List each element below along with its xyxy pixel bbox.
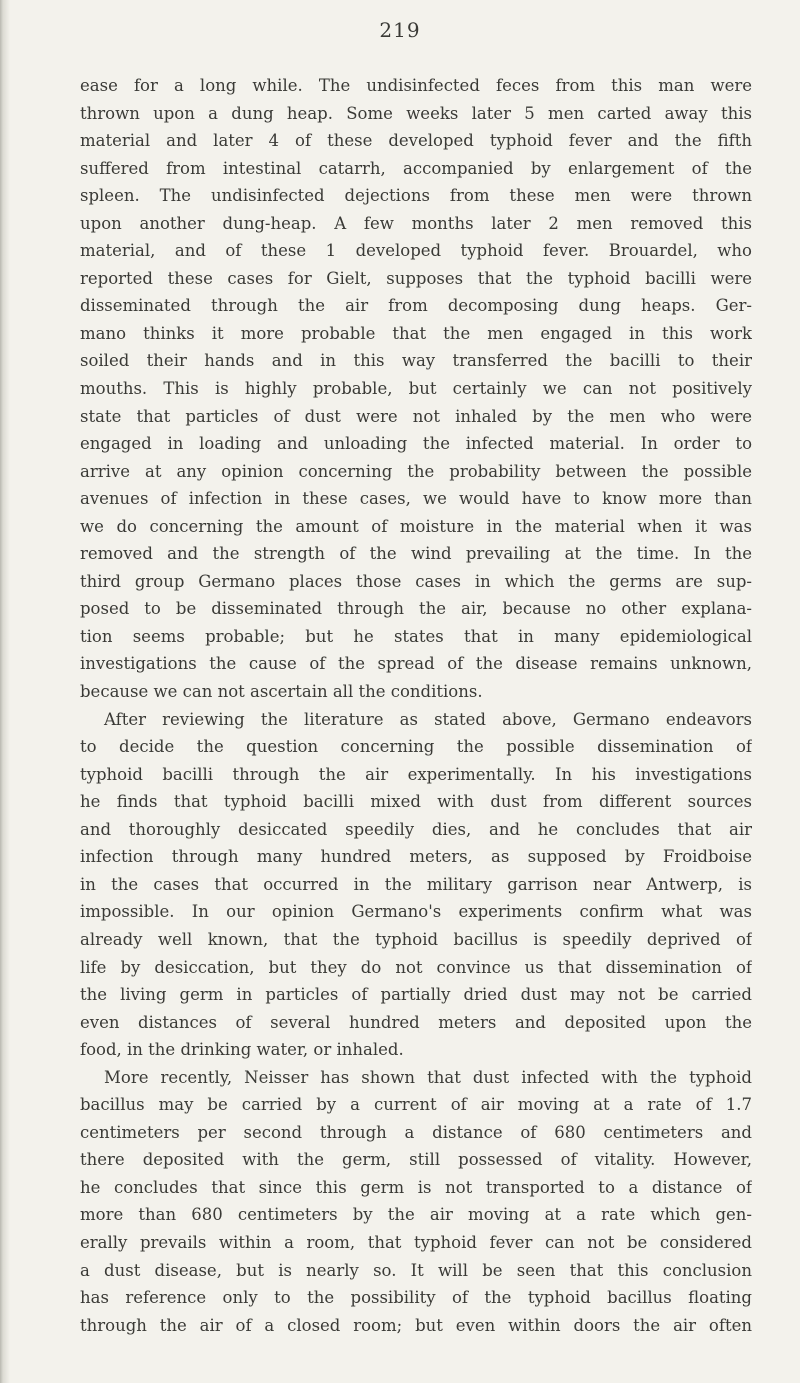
text-line: because we can not ascertain all the conditions.: [80, 682, 483, 702]
text-line: erally prevails within a room, that typhoid fever can not be considered: [80, 1232, 752, 1252]
text-line: food, in the drinking water, or inhaled.: [80, 1040, 404, 1060]
text-line: state that particles of dust were not inhaled by the men who were: [80, 406, 752, 426]
text-line: through the air of a closed room; but even within doors the air often: [80, 1315, 752, 1335]
text-line: suffered from intestinal catarrh, accompanied by enlargement of the: [80, 158, 752, 178]
text-line: and thoroughly desiccated speedily dies, and he concludes that air: [80, 819, 752, 839]
text-line: infection through many hundred meters, as supposed by Froidboise: [80, 847, 752, 867]
text-line: upon another dung-heap. A few months later 2 men removed this: [80, 213, 752, 233]
text-line: After reviewing the literature as stated above, Germano endeavors: [104, 709, 752, 729]
text-line: he finds that typhoid bacilli mixed with dust from different sources: [80, 792, 752, 812]
text-line: mano thinks it more probable that the men engaged in this work: [80, 323, 752, 343]
body-text: [80, 72, 752, 1339]
text-line: arrive at any opinion concerning the probability between the possible: [80, 461, 752, 481]
text-line: he concludes that since this germ is not transported to a distance of: [80, 1177, 752, 1197]
page-number: 219: [379, 18, 421, 42]
text-line: More recently, Neisser has shown that dust infected with the typhoid: [104, 1067, 752, 1087]
text-line: typhoid bacilli through the air experimentally. In his investigations: [80, 764, 752, 784]
text-line: life by desiccation, but they do not convince us that dissemination of: [80, 957, 752, 977]
page-binding-edge: [0, 0, 10, 1383]
text-line: spleen. The undisinfected dejections from these men were thrown: [80, 186, 752, 206]
text-line: centimeters per second through a distance of 680 centimeters and: [80, 1122, 752, 1142]
text-line: soiled their hands and in this way transferred the bacilli to their: [80, 351, 752, 371]
text-line: engaged in loading and unloading the infected material. In order to: [80, 434, 752, 454]
text-line: posed to be disseminated through the air, because no other explana-: [80, 599, 752, 619]
text-line: tion seems probable; but he states that in many epidemiological: [80, 626, 752, 646]
text-line: the living germ in particles of partially dried dust may not be carried: [80, 985, 752, 1005]
text-line: already well known, that the typhoid bacillus is speedily deprived of: [80, 929, 752, 949]
text-line: more than 680 centimeters by the air moving at a rate which gen-: [80, 1205, 752, 1225]
text-line: in the cases that occurred in the military garrison near Antwerp, is: [80, 874, 752, 894]
text-line: impossible. In our opinion Germano's experiments confirm what was: [80, 902, 752, 922]
text-line: we do concerning the amount of moisture in the material when it was: [80, 516, 752, 536]
text-line: avenues of infection in these cases, we would have to know more than: [80, 489, 752, 509]
text-line: bacillus may be carried by a current of air moving at a rate of 1.7: [80, 1095, 752, 1115]
text-line: ease for a long while. The undisinfected feces from this man were: [80, 76, 752, 95]
text-line: a dust disease, but is nearly so. It will be seen that this conclusion: [80, 1260, 752, 1280]
text-line: has reference only to the possibility of the typhoid bacillus floating: [80, 1288, 752, 1308]
text-line: reported these cases for Gielt, supposes that the typhoid bacilli were: [80, 268, 752, 288]
text-line: third group Germano places those cases in which the germs are sup-: [80, 571, 752, 591]
text-line: mouths. This is highly probable, but certainly we can not positively: [80, 379, 752, 399]
text-line: material and later 4 of these developed typhoid fever and the fifth: [80, 131, 752, 151]
text-line: there deposited with the germ, still possessed of vitality. However,: [80, 1150, 752, 1170]
text-line: to decide the question concerning the possible dissemination of: [80, 737, 752, 757]
text-line: even distances of several hundred meters and deposited upon the: [80, 1012, 752, 1032]
text-line: disseminated through the air from decomposing dung heaps. Ger-: [80, 296, 752, 316]
text-line: material, and of these 1 developed typhoid fever. Brouardel, who: [80, 241, 752, 261]
text-line: removed and the strength of the wind prevailing at the time. In the: [80, 544, 752, 564]
text-line: thrown upon a dung heap. Some weeks later 5 men carted away this: [80, 103, 752, 123]
text-line: investigations the cause of the spread of the disease remains unknown,: [80, 654, 752, 674]
